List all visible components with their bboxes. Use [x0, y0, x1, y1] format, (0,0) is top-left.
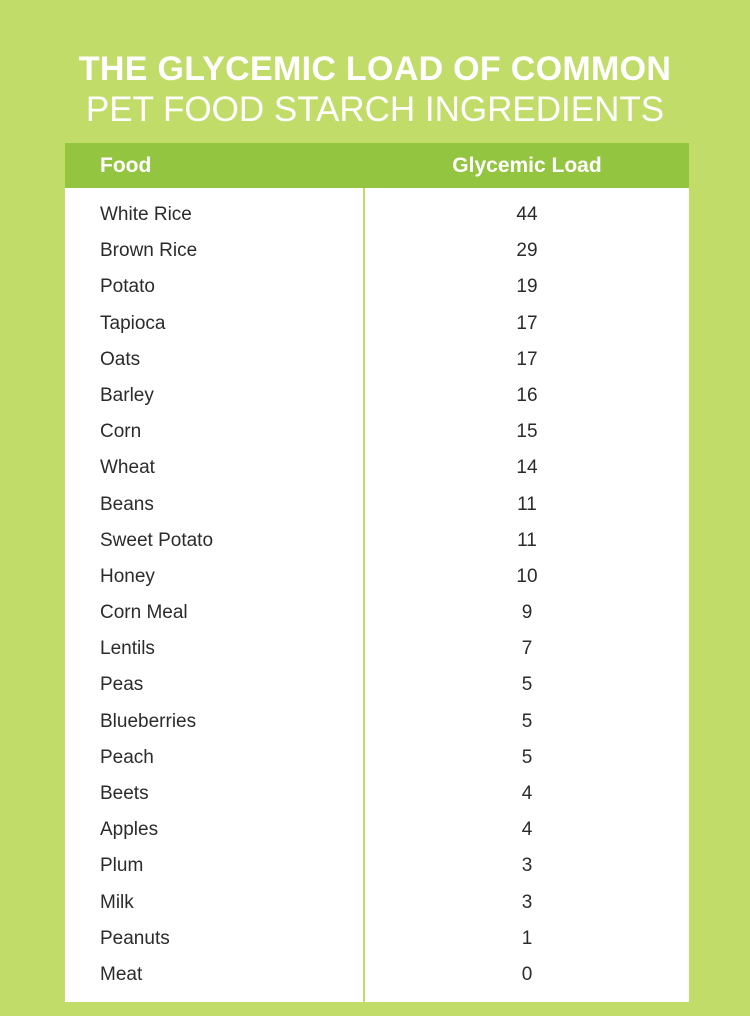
food-cell: Beans — [100, 493, 154, 515]
food-cell: Potato — [100, 276, 155, 298]
glycemic-load-cell: 11 — [517, 493, 537, 515]
table-row — [65, 414, 689, 450]
glycemic-load-cell: 3 — [521, 855, 533, 877]
title-line-2: PET FOOD STARCH INGREDIENTS — [85, 90, 665, 129]
glycemic-load-cell: 11 — [517, 529, 537, 551]
food-cell: Tapioca — [100, 312, 166, 334]
table-row — [65, 306, 689, 342]
table-row — [65, 631, 689, 667]
table-row — [65, 559, 689, 595]
glycemic-load-cell: 14 — [516, 457, 538, 479]
food-cell: Peanuts — [100, 927, 170, 949]
food-cell: Milk — [100, 891, 134, 913]
table-row — [65, 885, 689, 921]
table-row — [65, 776, 689, 812]
food-cell: Corn — [100, 421, 142, 443]
glycemic-load-cell: 4 — [521, 783, 533, 804]
table-row — [65, 197, 689, 233]
table-row — [65, 378, 689, 414]
glycemic-load-table — [65, 143, 689, 1002]
table-row — [65, 957, 689, 993]
glycemic-load-cell: 9 — [521, 602, 533, 624]
food-cell: Wheat — [100, 457, 155, 479]
table-row — [65, 233, 689, 269]
food-cell: White Rice — [100, 204, 192, 225]
glycemic-load-cell: 5 — [521, 710, 533, 732]
table-row — [65, 487, 689, 523]
food-cell: Sweet Potato — [100, 529, 214, 551]
glycemic-load-cell: 4 — [521, 819, 533, 841]
table-header-row — [65, 143, 689, 188]
food-cell: Blueberries — [100, 710, 197, 732]
glycemic-load-cell: 0 — [521, 963, 533, 985]
food-cell: Lentils — [100, 638, 155, 660]
food-cell: Peas — [100, 674, 144, 696]
food-cell: Peach — [100, 746, 154, 768]
glycemic-load-cell: 29 — [516, 240, 538, 262]
glycemic-load-cell: 15 — [516, 421, 538, 443]
glycemic-load-cell: 5 — [521, 674, 533, 696]
table-row — [65, 342, 689, 378]
food-cell: Meat — [100, 963, 143, 985]
food-cell: Apples — [100, 819, 159, 841]
food-cell: Honey — [100, 565, 155, 587]
table-row — [65, 667, 689, 703]
glycemic-load-cell: 3 — [521, 891, 533, 913]
food-cell: Corn Meal — [100, 602, 188, 624]
table-row — [65, 740, 689, 776]
food-cell: Plum — [100, 855, 144, 877]
food-cell: Oats — [100, 348, 141, 370]
table-row — [65, 812, 689, 848]
glycemic-load-cell: 5 — [521, 746, 533, 768]
table-row — [65, 523, 689, 559]
food-cell: Barley — [100, 384, 154, 406]
chart-title — [0, 48, 750, 130]
glycemic-load-cell: 7 — [521, 638, 533, 660]
glycemic-load-cell: 17 — [516, 348, 538, 370]
glycemic-load-cell: 44 — [516, 204, 538, 225]
glycemic-load-cell: 17 — [516, 312, 538, 334]
table-body — [65, 197, 689, 993]
column-header-glycemic-load: Glycemic Load — [452, 154, 602, 177]
food-cell: Brown Rice — [100, 240, 198, 262]
glycemic-load-cell: 1 — [521, 927, 533, 949]
table-row — [65, 921, 689, 957]
glycemic-load-cell: 19 — [516, 276, 538, 298]
table-row — [65, 450, 689, 486]
food-cell: Beets — [100, 783, 149, 804]
glycemic-load-cell: 16 — [516, 384, 538, 406]
table-row — [65, 848, 689, 884]
title-line-1: THE GLYCEMIC LOAD OF COMMON — [78, 50, 672, 88]
table-row — [65, 595, 689, 631]
glycemic-load-cell: 10 — [516, 565, 538, 587]
column-header-food: Food — [100, 154, 152, 177]
table-row — [65, 269, 689, 305]
table-row — [65, 704, 689, 740]
